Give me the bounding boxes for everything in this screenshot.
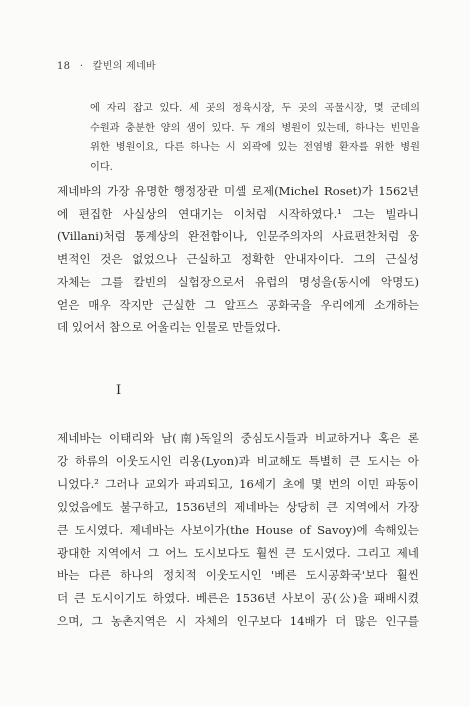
- text-line: 니었다.² 그러나 교외가 파괴되고, 16세기 초에 몇 번의 이민 파동이: [57, 476, 419, 491]
- paragraph-1: [57, 180, 419, 339]
- section-number: I: [116, 383, 122, 398]
- text-line: (Villani)처럼 통계상의 완전함이나, 인문주의자의 사료편찬처럼 웅: [57, 229, 419, 244]
- block-quote: [90, 99, 420, 177]
- book-title: 칼빈의 제네바: [92, 61, 157, 72]
- text-line: 강 하류의 이웃도시인 리옹(Lyon)과 비교해도 특별히 큰 도시는 아: [57, 453, 419, 468]
- running-head: [57, 57, 162, 72]
- text-line: 광대한 지역에서 그 어느 도시보다도 훨씬 큰 도시였다. 그리고 제네: [57, 545, 419, 560]
- text-line: 변적인 것은 없었으나 근실하고 정확한 안내자이다. 그의 근실성: [57, 252, 419, 267]
- quote-line: 수원과 충분한 양의 샘이 있다. 두 개의 병원이 있는데, 하나는 빈민을: [90, 122, 420, 134]
- text-line: 에 편집한 사실상의 연대기는 이처럼 시작하였다.¹ 그는 빌라니: [57, 206, 419, 221]
- text-line: 제네바는 이태리와 남(南)독일의 중심도시들과 비교하거나 혹은 론: [57, 431, 419, 445]
- quote-line: 이다.: [90, 161, 113, 173]
- text-line: 으며, 그 농촌지역은 시 자체의 인구보다 14배가 더 많은 인구를: [57, 614, 419, 629]
- text-line: 얻은 매우 작지만 근실한 그 알프스 공화국을 우리에게 소개하는: [57, 297, 419, 312]
- text-line: 더 큰 도시이기도 하였다. 베른은 1536년 사보이 공(公)을 패배시켰: [57, 591, 419, 606]
- paragraph-2: [57, 427, 419, 633]
- text-line: 바는 다른 하나의 정치적 이웃도시인 '베른 도시공화국'보다 훨씬: [57, 568, 419, 583]
- text-line: 데 있어서 참으로 어울리는 인물로 만들었다.: [57, 320, 281, 335]
- text-line: 있었음에도 불구하고, 1536년의 제네바는 상당히 큰 지역에서 가장: [57, 499, 419, 514]
- quote-line: 위한 병원이요, 다른 하나는 시 외곽에 있는 전염병 환자를 위한 병원: [90, 142, 420, 153]
- text-line: 자체는 그를 칼빈의 실험장으로서 유럽의 명성을(동시에 악명도): [57, 274, 419, 289]
- quote-line: 에 자리 잡고 있다. 세 곳의 정육시장, 두 곳의 곡물시장, 몇 군데의: [90, 103, 420, 114]
- page-number: 18: [57, 61, 71, 72]
- text-line: 큰 도시였다. 제네바는 사보이가(the House of Savoy)에 속해있는: [57, 522, 419, 537]
- text-line: 제네바의 가장 유명한 행정장관 미셸 로제(Michel Roset)가 1562년: [57, 184, 419, 198]
- running-head-separator: ·: [79, 61, 84, 72]
